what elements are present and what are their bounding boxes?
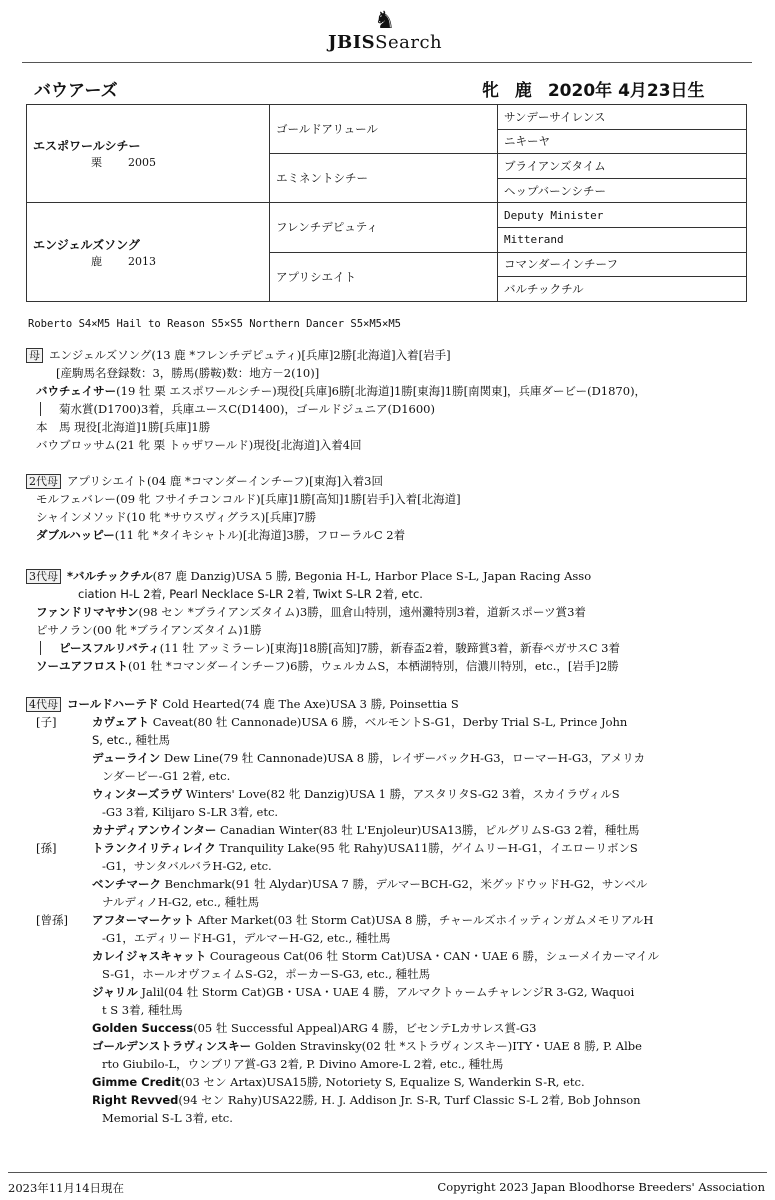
section-tag: 母 (26, 348, 43, 363)
dam-color: 鹿 (91, 254, 102, 268)
footer-divider (8, 1172, 767, 1173)
sire-name: エスポワールシチー (33, 139, 141, 154)
sire-sire-sire: サンデーサイレンス (498, 105, 747, 130)
pedigree-table (26, 104, 747, 302)
sire-cell (27, 105, 270, 203)
header-divider (22, 62, 752, 63)
fourth-dam-section: 4代母 コールドハーテド Cold Hearted(74 鹿 The Axe)USA 3 勝, Poinsettia S [子] カヴェアト Caveat(80 牡 Cannonade)USA 6 勝，ベルモントS-G1，Derby Trial S-L, Prince John S, etc., 種牡馬 デューライン Dew Line(79 牡 Cannonade)USA 8 勝，レイザーバックH-G3，ローマーH-G3，アメリカ ンダービー-G1 2着, etc. ウィンターズラヴ Winters' Love(82 牝 Danzig)USA 1 勝，アスタリタS-G2 3着，スカイラヴィルS -G3 3着, Kilijaro S-LR 3着, etc. カナディアンウインター Canadian Winter(83 牡 L'Enjoleur)USA13勝，ピルグリムS-G3 2着，種牡馬 [孫] トランクイリティレイク Tranquility Lake(95 牝 Rahy)USA11勝，ゲイムリーH-G1，イエローリボンS -G1，サンタバルバラH-G2, etc. ベンチマーク Benchmark(91 牡 Alydar)USA 7 勝，デルマーBCH-G2，米グッドウッドH-G2，サンベル ナルディノH-G2, etc., 種牡馬 [曾孫] アフターマーケット After Market(03 牡 Storm Cat)USA 8 勝，チャールズホイッティンガムメモリアルH -G1，エディリードH-G1，デルマーH-G2, etc., 種牡馬 カレイジャスキャット Courageous Cat(06 牡 Storm Cat)USA・CAN・UAE 6 勝，シューメイカーマイル S-G1，ホールオヴフェイムS-G2，ポーカーS-G3, etc., 種牡馬 ジャリル Jalil(04 牡 Storm Cat)GB・USA・UAE 4 勝，アルマクトゥームチャレンジR 3-G2, Waquoi t S 3着, 種牡馬 Golden Success(05 牡 Successful Appeal)ARG 4 勝，ビセンテLカサレス賞-G3 ゴールデンストラヴィンスキー Golden Stravinsky(02 牡 *ストラヴィンスキー)ITY・UAE 8 勝, P. Albe rto Giubilo-L，ウンブリア賞-G3 2着, P. Divino Amore-L 2着, etc., 種牡馬 Gimme Credit(03 セン Artax)USA15勝, Notoriety S, Equalize S, Wanderkin S-R, etc. Right Revved(94 セン Rahy)USA22勝, H. J. Addison Jr. S-R, Turf Classic S-L 2着, Bob Johnson Memorial S-L 3着, etc. (26, 695, 659, 1127)
sire-color: 栗 (91, 156, 102, 170)
dam-dam: アプリシエイト (270, 252, 498, 301)
sire-dam-dam: ヘップバーンシチー (498, 178, 747, 203)
jbis-logo (328, 8, 458, 56)
section-tag: 2代母 (26, 474, 61, 489)
logo-text: JBISSearch (328, 32, 443, 53)
dam-dam-sire: コマンダーインチーフ (498, 252, 747, 277)
dam-sire-dam: Mitterand (498, 227, 747, 252)
dam-year: 2013 (128, 254, 156, 268)
dam-sire-sire: Deputy Minister (498, 203, 747, 228)
footer-copyright: Copyright 2023 Japan Bloodhorse Breeders' Association (437, 1180, 765, 1194)
section-tag: 4代母 (26, 697, 61, 712)
horse-sex: 牝 (482, 81, 499, 101)
footer-date: 2023年11月14日現在 (8, 1181, 125, 1195)
second-dam-section: 2代母 アプリシエイト(04 鹿 *コマンダーインチーフ)[東海]入着3回 モルフェバレー(09 牝 フサイチコンコルド)[兵庫]1勝[高知]1勝[岩手]入着[北海道] シャインメソッド(10 牝 *サウスヴィグラス)[兵庫]7勝 ダブルハッピー(11 牝 *タイキシャトル)[北海道]3勝，フローラルC 2着 (26, 472, 461, 544)
horse-birth: 2020年 4月23日生 (547, 81, 705, 101)
sire-dam-sire: ブライアンズタイム (498, 154, 747, 179)
dam-sire: フレンチデピュティ (270, 203, 498, 252)
dam-section: 母 エンジェルズソング(13 鹿 *フレンチデピュティ)[兵庫]2勝[北海道]入着[岩手] [産駒馬名登録数：3，勝馬(勝鞍)数：地方－2(10)] バウチェイサー(19 牡 栗 エスポワールシチー)現役[兵庫]6勝[北海道]1勝[東海]1勝[南関東]，兵庫ダービー(D1870)， 菊水賞(D1700)3着，兵庫ユースC(D1400)，ゴールドジュニア(D1600) 本 馬 現役[北海道]1勝[兵庫]1勝 バウブロッサム(21 牝 栗 トゥザワールド)現役[北海道]入着4回 (26, 346, 646, 454)
sire-dam: エミネントシチー (270, 154, 498, 203)
sire-sire-dam: ニキーヤ (498, 129, 747, 154)
dam-cell (27, 203, 270, 301)
horse-logo-icon: ♞ (374, 6, 396, 34)
sire-year: 2005 (128, 156, 156, 170)
section-tag: 3代母 (26, 569, 61, 584)
third-dam-section: 3代母 *バルチックチル(87 鹿 Danzig)USA 5 勝, Begonia H-L, Harbor Place S-L, Japan Racing Asso ciation H-L 2着, Pearl Necklace S-LR 2着, Twixt S-LR 2着, etc. ファンドリマヤサン(98 セン *ブライアンズタイム)3勝，皿倉山特別，遠州灘特別3着，道新スポーツ賞3着 ピサノラン(00 牝 *ブライアンズタイム)1勝 ピースフルリバティ(11 牡 アッミラーレ)[東海]18勝[高知]7勝，新春盃2着，駿蹄賞3着，新春ペガサスC 3着 ソーユアフロスト(01 牡 *コマンダーインチーフ)6勝，ウェルカムS，本栖湖特別，信濃川特別，etc.，[岩手]2勝 (26, 567, 620, 675)
horse-color: 鹿 (514, 81, 532, 101)
dam-name: エンジェルズソング (33, 237, 140, 252)
horse-info (482, 76, 715, 101)
inbreeding-line: Roberto S4×M5 Hail to Reason S5×S5 Northern Dancer S5×M5×M5 (28, 318, 401, 330)
sire-sire: ゴールドアリュール (270, 105, 498, 154)
horse-name: バウアーズ (34, 81, 118, 101)
dam-dam-dam: バルチックチル (498, 277, 747, 302)
